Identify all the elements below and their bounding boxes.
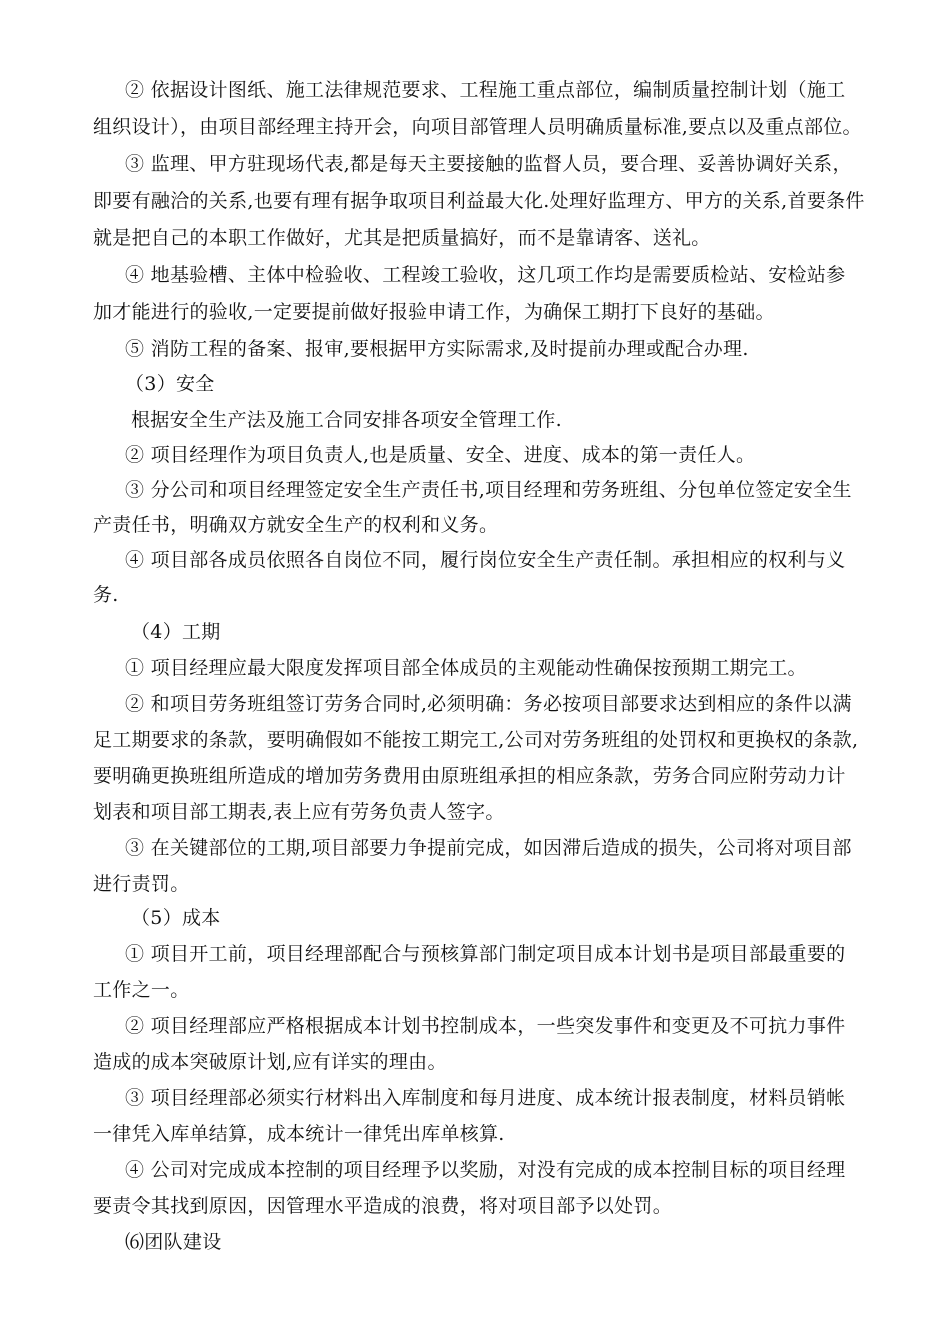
- text-line: 即要有融洽的关系,也要有理有据争取项目利益最大化.处理好监理方、甲方的关系,首要条件: [93, 190, 865, 212]
- text-line: 组织设计），由项目部经理主持开会，向项目部管理人员明确质量标准,要点以及重点部位。: [93, 116, 862, 138]
- text-line: ④ 公司对完成成本控制的项目经理予以奖励，对没有完成的成本控制目标的项目经理: [125, 1159, 846, 1181]
- text-line: 划表和项目部工期表,表上应有劳务负责人签字。: [93, 801, 505, 823]
- text-line: 就是把自己的本职工作做好，尤其是把质量搞好，而不是靠请客、送礼。: [93, 227, 711, 249]
- text-line: 务.: [93, 584, 119, 606]
- text-line: ③ 分公司和项目经理签定安全生产责任书,项目经理和劳务班组、分包单位签定安全生: [125, 479, 852, 501]
- text-line: ④ 地基验槽、主体中检验收、工程竣工验收，这几项工作均是需要质检站、安检站参: [125, 264, 846, 286]
- text-line: 工作之一。: [93, 979, 190, 1001]
- section-heading: （4）工期: [131, 621, 221, 643]
- text-line: 根据安全生产法及施工合同安排各项安全管理工作.: [131, 409, 562, 431]
- text-line: ① 项目经理应最大限度发挥项目部全体成员的主观能动性确保按预期工期完工。: [125, 657, 807, 679]
- section-heading: （3）安全: [125, 373, 215, 395]
- text-line: 要责令其找到原因，因管理水平造成的浪费，将对项目部予以处罚。: [93, 1195, 673, 1217]
- text-line: 进行责罚。: [93, 873, 190, 895]
- text-line: ② 项目经理作为项目负责人,也是质量、安全、进度、成本的第一责任人。: [125, 444, 756, 466]
- text-line: ② 依据设计图纸、施工法律规范要求、工程施工重点部位，编制质量控制计划（施工: [125, 79, 846, 101]
- text-line: 产责任书，明确双方就安全生产的权利和义务。: [93, 514, 499, 536]
- text-line: ② 和项目劳务班组签订劳务合同时,必须明确：务必按项目部要求达到相应的条件以满: [125, 693, 852, 715]
- text-line: 加才能进行的验收,一定要提前做好报验申请工作，为确保工期打下良好的基础。: [93, 301, 775, 323]
- section-heading: ⑹团队建设: [125, 1231, 222, 1253]
- text-line: ④ 项目部各成员依照各自岗位不同，履行岗位安全生产责任制。承担相应的权利与义: [125, 549, 846, 571]
- text-line: ③ 监理、甲方驻现场代表,都是每天主要接触的监督人员，要合理、妥善协调好关系，: [125, 153, 852, 175]
- text-line: ② 项目经理部应严格根据成本计划书控制成本，一些突发事件和变更及不可抗力事件: [125, 1015, 846, 1037]
- text-line: ③ 在关键部位的工期,项目部要力争提前完成，如因滞后造成的损失，公司将对项目部: [125, 837, 852, 859]
- text-line: ⑤ 消防工程的备案、报审,要根据甲方实际需求,及时提前办理或配合办理.: [125, 338, 749, 360]
- text-line: ③ 项目经理部必须实行材料出入库制度和每月进度、成本统计报表制度，材料员销帐: [125, 1087, 846, 1109]
- text-line: 一律凭入库单结算，成本统计一律凭出库单核算.: [93, 1123, 505, 1145]
- text-line: 造成的成本突破原计划,应有详实的理由。: [93, 1051, 447, 1073]
- section-heading: （5）成本: [131, 907, 221, 929]
- text-line: ① 项目开工前，项目经理部配合与预核算部门制定项目成本计划书是项目部最重要的: [125, 943, 846, 965]
- text-line: 足工期要求的条款，要明确假如不能按工期完工,公司对劳务班组的处罚权和更换权的条款,: [93, 729, 859, 751]
- text-line: 要明确更换班组所造成的增加劳务费用由原班组承担的相应条款，劳务合同应附劳动力计: [93, 765, 846, 787]
